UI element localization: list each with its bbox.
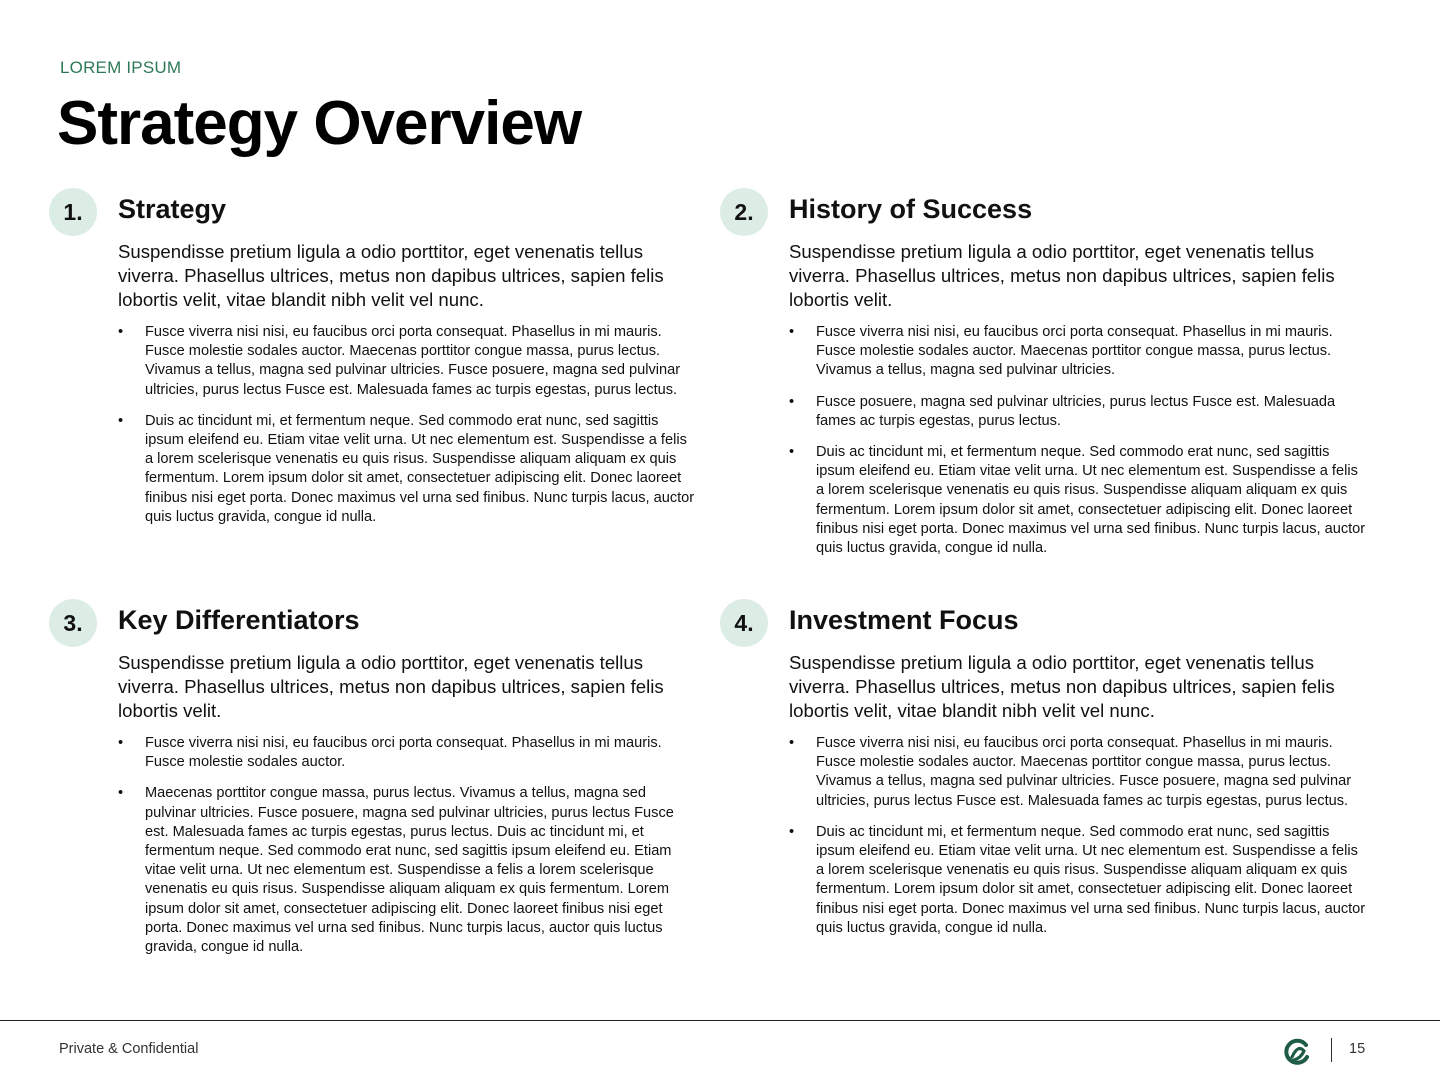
section-number-badge: 4. (720, 599, 768, 647)
confidential-label: Private & Confidential (59, 1041, 199, 1057)
section-title: Strategy (118, 194, 227, 224)
bullet-list (789, 323, 1369, 570)
bullet-list (118, 734, 698, 969)
section-title: History of Success (789, 194, 1033, 224)
section-number-badge: 2. (720, 188, 768, 236)
section-number-badge: 3. (49, 599, 97, 647)
section-title: Key Differentiators (118, 605, 360, 635)
footer-separator (1331, 1038, 1332, 1062)
section-lead: Suspendisse pretium ligula a odio porttitor, eget venenatis tellus viverra. Phasellus ultrices, metus non dapibus ultrices, sapien felis lobortis velit, vitae blandit nibh velit vel nunc. (118, 241, 664, 310)
bullet-item: • Duis ac tincidunt mi, et fermentum neque. Sed commodo erat nunc, sed sagittis ipsum eleifend eu. Etiam vitae velit urna. Ut nec elementum est. Suspendisse a felis a lorem scelerisque venenatis eu quis risus. Suspendisse aliquam aliquam ex quis fermentum. Lorem ipsum dolor sit amet, consectetuer adipiscing elit. Donec laoreet finibus nisi eget porta. Donec maximus vel urna sed finibus. Nunc turpis lacus, auctor quis luctus gravida, congue id nulla. (789, 823, 1369, 938)
bullet-item: • Maecenas porttitor congue massa, purus lectus. Vivamus a tellus, magna sed pulvinar ultricies. Fusce posuere, magna sed pulvinar ultricies, purus lectus Fusce est. Malesuada fames ac turpis egestas, purus lectus. Duis ac tincidunt mi, et fermentum neque. Sed commodo erat nunc, sed sagittis ipsum eleifend eu. Etiam vitae velit urna. Ut nec elementum est. Suspendisse a felis a lorem scelerisque venenatis eu quis risus. Suspendisse aliquam aliquam ex quis fermentum. Lorem ipsum dolor sit amet, consectetuer adipiscing elit. Donec laoreet finibus nisi eget porta. Donec maximus vel urna sed finibus. Nunc turpis lacus, auctor quis luctus gravida, congue id nulla. (118, 784, 698, 957)
bullet-item: • Duis ac tincidunt mi, et fermentum neque. Sed commodo erat nunc, sed sagittis ipsum eleifend eu. Etiam vitae velit urna. Ut nec elementum est. Suspendisse a felis a lorem scelerisque venenatis eu quis risus. Suspendisse aliquam aliquam ex quis fermentum. Lorem ipsum dolor sit amet, consectetuer adipiscing elit. Donec laoreet finibus nisi eget porta. Donec maximus vel urna sed finibus. Nunc turpis lacus, auctor quis luctus gravida, congue id nulla. (789, 443, 1369, 558)
bullet-item: • Fusce viverra nisi nisi, eu faucibus orci porta consequat. Phasellus in mi mauris. Fusce molestie sodales auctor. Maecenas porttitor congue massa, purus lectus. Vivamus a tellus, magna sed pulvinar ultricies. (789, 323, 1369, 381)
section-number-badge: 1. (49, 188, 97, 236)
section-title: Investment Focus (789, 605, 1019, 635)
page-title: Strategy Overview (57, 89, 582, 158)
bullet-item: • Fusce posuere, magna sed pulvinar ultricies, purus lectus Fusce est. Malesuada fames ac turpis egestas, purus lectus. (789, 393, 1369, 431)
brand-logo-icon (1281, 1036, 1313, 1068)
page-number: 15 (1349, 1041, 1366, 1057)
section-lead: Suspendisse pretium ligula a odio porttitor, eget venenatis tellus viverra. Phasellus ultrices, metus non dapibus ultrices, sapien felis lobortis velit, vitae blandit nibh velit vel nunc. (789, 652, 1335, 721)
footer-divider (0, 1020, 1440, 1021)
bullet-item: • Duis ac tincidunt mi, et fermentum neque. Sed commodo erat nunc, sed sagittis ipsum eleifend eu. Etiam vitae velit urna. Ut nec elementum est. Suspendisse a felis a lorem scelerisque venenatis eu quis risus. Suspendisse aliquam aliquam ex quis fermentum. Lorem ipsum dolor sit amet, consectetuer adipiscing elit. Donec laoreet finibus nisi eget porta. Donec maximus vel urna sed finibus. Nunc turpis lacus, auctor quis luctus gravida, congue id nulla. (118, 412, 698, 527)
bullet-item: • Fusce viverra nisi nisi, eu faucibus orci porta consequat. Phasellus in mi mauris. Fusce molestie sodales auctor. (118, 734, 698, 772)
eyebrow-label: LOREM IPSUM (60, 58, 182, 77)
bullet-list (789, 734, 1369, 950)
bullet-list (118, 323, 698, 539)
section-lead: Suspendisse pretium ligula a odio porttitor, eget venenatis tellus viverra. Phasellus ultrices, metus non dapibus ultrices, sapien felis lobortis velit. (789, 241, 1335, 310)
section-lead: Suspendisse pretium ligula a odio porttitor, eget venenatis tellus viverra. Phasellus ultrices, metus non dapibus ultrices, sapien felis lobortis velit. (118, 652, 664, 721)
bullet-item: • Fusce viverra nisi nisi, eu faucibus orci porta consequat. Phasellus in mi mauris. Fusce molestie sodales auctor. Maecenas porttitor congue massa, purus lectus. Vivamus a tellus, magna sed pulvinar ultricies. Fusce posuere, magna sed pulvinar ultricies, purus lectus Fusce est. Malesuada fames ac turpis egestas, purus lectus. (789, 734, 1369, 811)
bullet-item: • Fusce viverra nisi nisi, eu faucibus orci porta consequat. Phasellus in mi mauris. Fusce molestie sodales auctor. Maecenas porttitor congue massa, purus lectus. Vivamus a tellus, magna sed pulvinar ultricies. Fusce posuere, magna sed pulvinar ultricies, purus lectus Fusce est. Malesuada fames ac turpis egestas, purus lectus. (118, 323, 698, 400)
